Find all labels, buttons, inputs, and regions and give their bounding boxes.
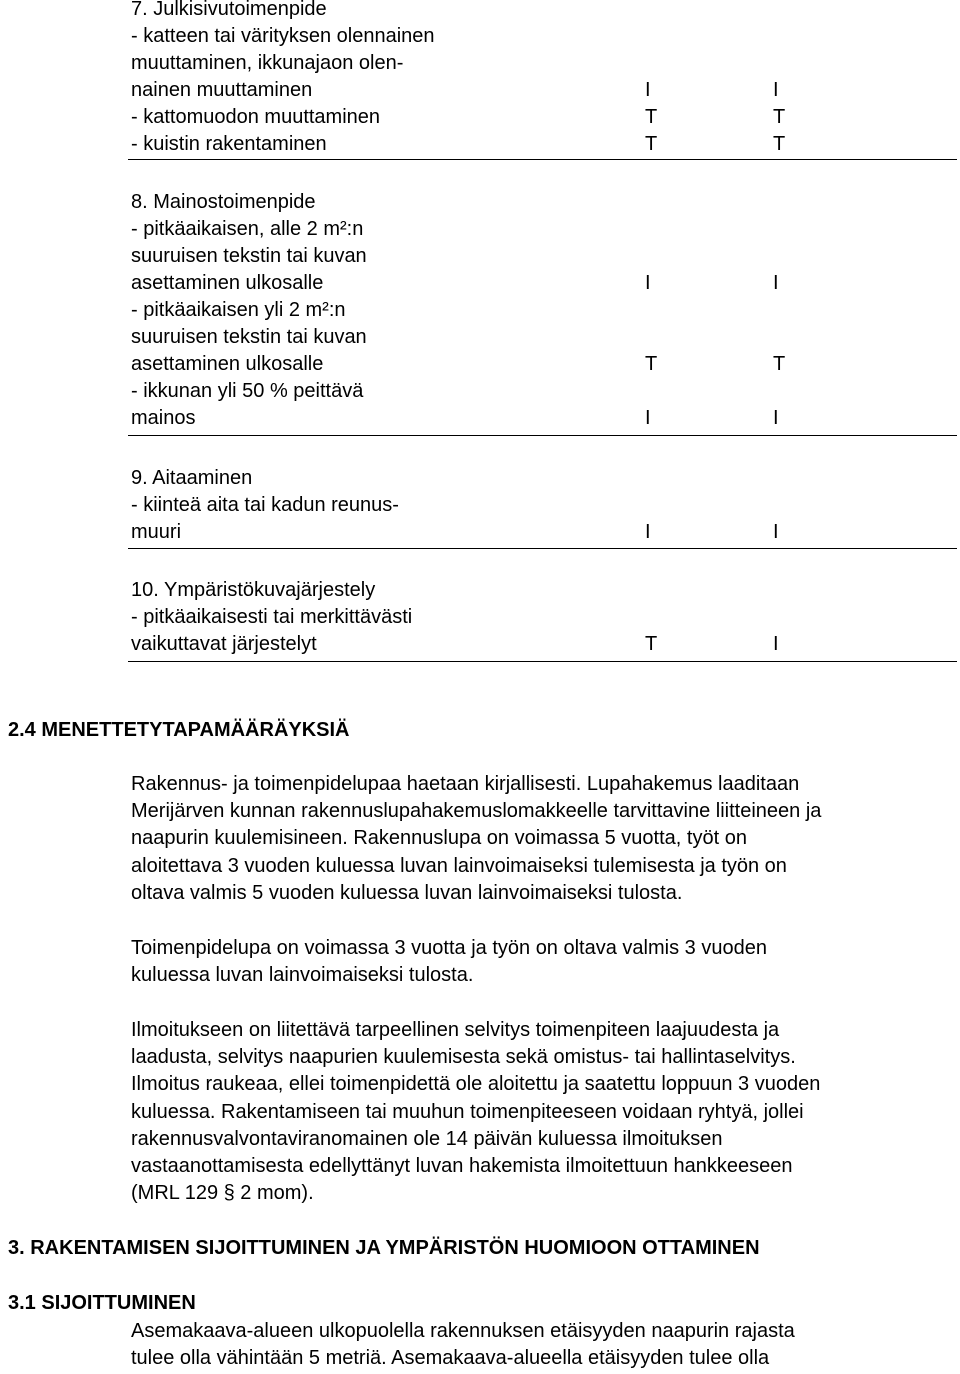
- paragraph-line: tulee olla vähintään 5 metriä. Asemakaava-alueella etäisyyden tulee olla: [131, 1347, 770, 1370]
- row-text: - kattomuodon muuttaminen: [131, 106, 381, 128]
- code-col-b: T: [773, 353, 786, 375]
- section-heading-3: 3. RAKENTAMISEN SIJOITTUMINEN JA YMPÄRISTÖN HUOMIOON OTTAMINEN: [8, 1237, 760, 1259]
- paragraph-line: Asemakaava-alueen ulkopuolella rakennuksen etäisyyden naapurin rajasta: [131, 1320, 795, 1342]
- code-col-b: T: [773, 133, 786, 155]
- paragraph: [131, 1017, 960, 1207]
- row-text: nainen muuttaminen: [131, 79, 313, 101]
- row-text: asettaminen ulkosalle: [131, 272, 324, 294]
- section-heading-2-4: 2.4 MENETTETYTAPAMÄÄRÄYKSIÄ: [8, 719, 350, 741]
- paragraph-line: Merijärven kunnan rakennuslupahakemuslomakkeelle tarvittavine liitteineen ja: [131, 800, 822, 823]
- paragraph: [131, 1318, 960, 1372]
- code-col-a: I: [645, 521, 651, 543]
- row-text: 10. Ympäristökuvajärjestely: [131, 579, 376, 601]
- row-text: - pitkäaikaisen, alle 2 m²:n: [131, 218, 364, 240]
- code-col-b: T: [773, 106, 786, 128]
- row-text: mainos: [131, 407, 196, 429]
- paragraph-line: Toimenpidelupa on voimassa 3 vuotta ja työn on oltava valmis 3 vuoden: [131, 937, 767, 959]
- paragraph-line: Rakennus- ja toimenpidelupaa haetaan kirjallisesti. Lupahakemus laaditaan: [131, 773, 800, 795]
- divider: [128, 159, 957, 160]
- row-text: muuttaminen, ikkunajaon olen-: [131, 52, 404, 74]
- code-col-b: I: [773, 407, 779, 429]
- row-text: 9. Aitaaminen: [131, 467, 253, 489]
- code-col-b: I: [773, 272, 779, 294]
- paragraph-line: vastaanottamisesta edellyttänyt luvan hakemista ilmoitettuun hankkeeseen: [131, 1155, 793, 1178]
- paragraph-line: laadusta, selvitys naapurien kuulemisesta sekä omistus- tai hallintaselvitys.: [131, 1046, 796, 1069]
- divider: [128, 548, 957, 549]
- row-text: - pitkäaikaisen yli 2 m²:n: [131, 299, 346, 321]
- row-text: vaikuttavat järjestelyt: [131, 633, 317, 655]
- code-col-a: I: [645, 407, 651, 429]
- row-text: muuri: [131, 521, 182, 543]
- code-col-b: I: [773, 521, 779, 543]
- code-col-a: T: [645, 633, 658, 655]
- paragraph-line: rakennusvalvontaviranomainen ole 14 päivän kuluessa ilmoituksen: [131, 1127, 723, 1150]
- code-col-a: T: [645, 353, 658, 375]
- code-col-a: I: [645, 272, 651, 294]
- paragraph: [131, 771, 960, 907]
- paragraph-line: oltava valmis 5 vuoden kuluessa luvan lainvoimaiseksi tulosta.: [131, 881, 683, 904]
- divider: [128, 435, 957, 436]
- paragraph: [131, 935, 960, 989]
- row-text: - katteen tai värityksen olennainen: [131, 25, 435, 47]
- row-text: asettaminen ulkosalle: [131, 353, 324, 375]
- paragraph-line: aloitettava 3 vuoden kuluessa luvan lainvoimaiseksi tulemisesta ja työn on: [131, 854, 787, 877]
- paragraph-line: (MRL 129 § 2 mom).: [131, 1182, 314, 1205]
- row-text: suuruisen tekstin tai kuvan: [131, 326, 367, 348]
- code-col-a: T: [645, 106, 658, 128]
- code-col-a: I: [645, 79, 651, 101]
- paragraph-line: naapurin kuulemisineen. Rakennuslupa on voimassa 5 vuotta, työt on: [131, 827, 747, 850]
- section-heading-3-1: 3.1 SIJOITTUMINEN: [8, 1292, 196, 1314]
- row-text: suuruisen tekstin tai kuvan: [131, 245, 367, 267]
- row-text: - ikkunan yli 50 % peittävä: [131, 380, 364, 402]
- divider: [128, 661, 957, 662]
- code-col-b: I: [773, 79, 779, 101]
- row-text: 8. Mainostoimenpide: [131, 191, 316, 213]
- row-text: 7. Julkisivutoimenpide: [131, 0, 327, 20]
- paragraph-line: kuluessa. Rakentamiseen tai muuhun toimenpiteeseen voidaan ryhtyä, jollei: [131, 1100, 804, 1123]
- paragraph-line: kuluessa luvan lainvoimaiseksi tulosta.: [131, 964, 474, 987]
- code-col-b: I: [773, 633, 779, 655]
- paragraph-line: Ilmoitukseen on liitettävä tarpeellinen selvitys toimenpiteen laajuudesta ja: [131, 1019, 780, 1041]
- row-text: - kuistin rakentaminen: [131, 133, 327, 155]
- row-text: - kiinteä aita tai kadun reunus-: [131, 494, 399, 516]
- row-text: - pitkäaikaisesti tai merkittävästi: [131, 606, 413, 628]
- code-col-a: T: [645, 133, 658, 155]
- paragraph-line: Ilmoitus raukeaa, ellei toimenpidettä ole aloitettu ja saatettu loppuun 3 vuoden: [131, 1073, 821, 1096]
